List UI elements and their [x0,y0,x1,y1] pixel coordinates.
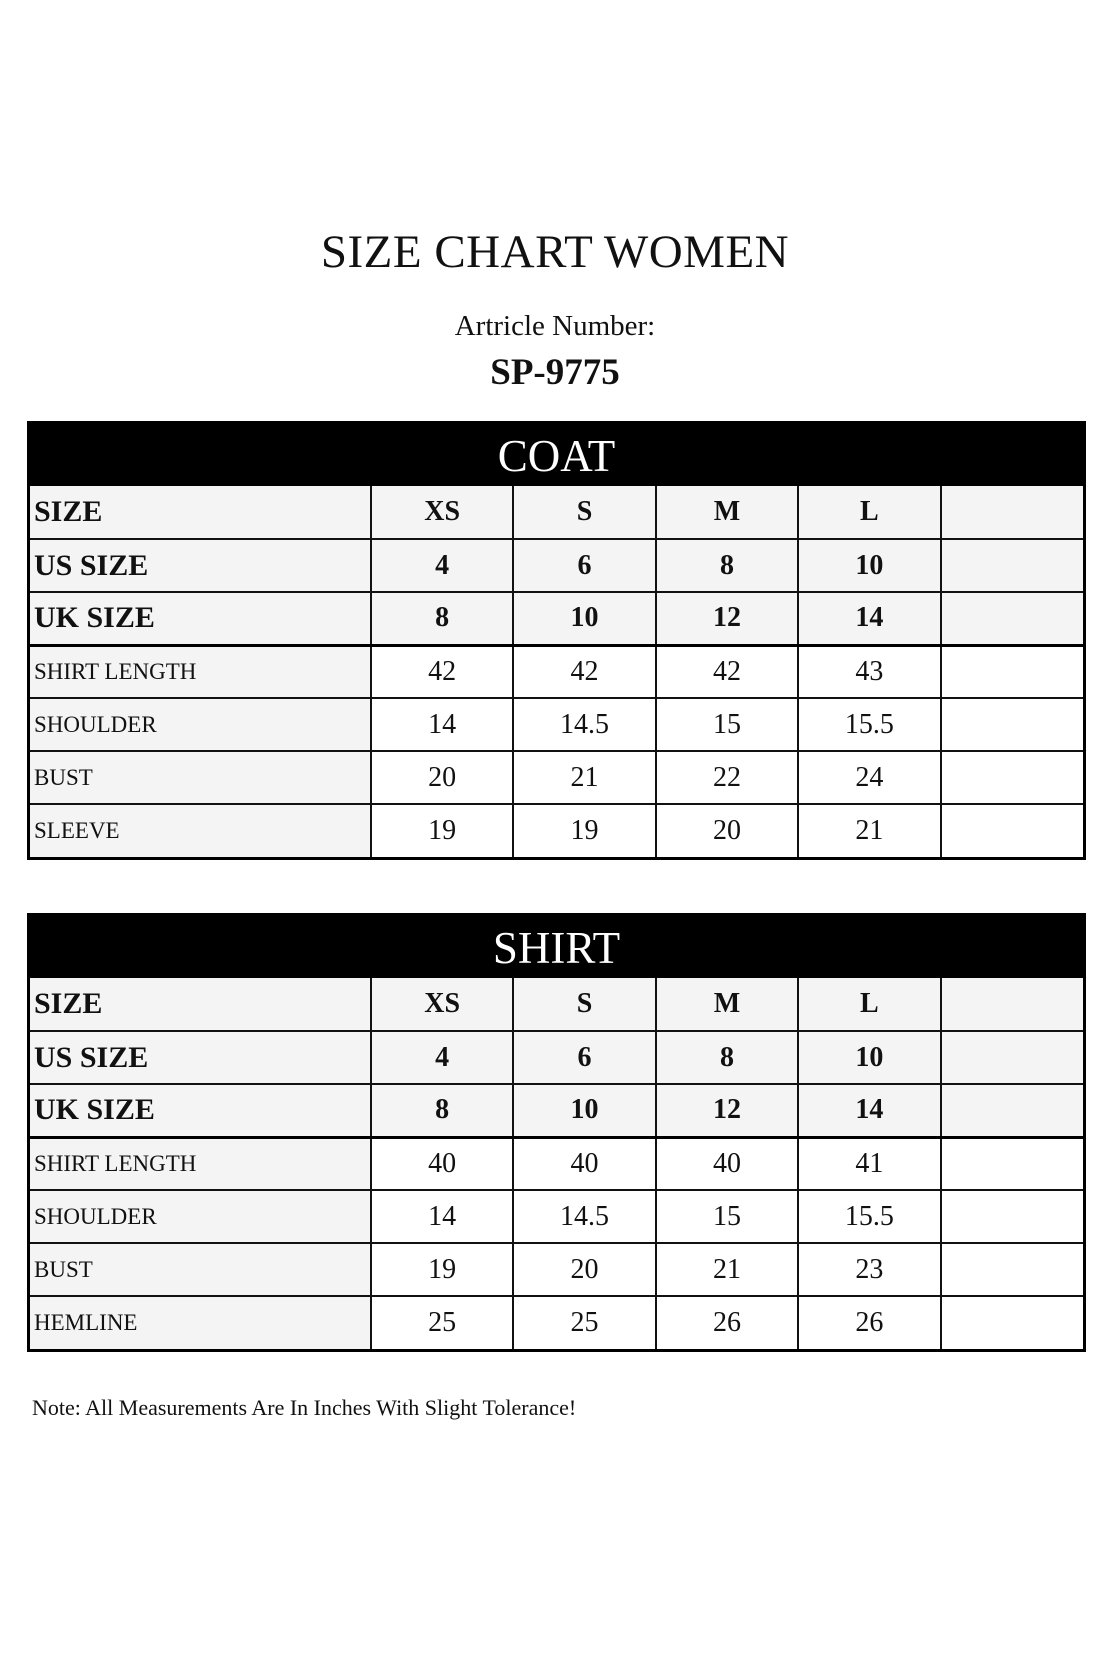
row-label: BUST [30,1243,371,1296]
row-label: HEMLINE [30,1296,371,1349]
table-cell: 40 [656,1137,798,1190]
table-cell: 14 [371,698,513,751]
table-cell: XS [371,486,513,539]
table-cell: 22 [656,751,798,804]
table-cell [941,592,1083,645]
row-label: US SIZE [30,539,371,592]
shirt-section-header: SHIRT [30,916,1083,978]
page-title: SIZE CHART WOMEN [320,226,790,278]
table-cell: 26 [798,1296,940,1349]
table-cell: 6 [513,1031,655,1084]
table-cell: 41 [798,1137,940,1190]
table-cell: 25 [513,1296,655,1349]
table-cell: 20 [513,1243,655,1296]
row-label: UK SIZE [30,592,371,645]
table-cell [941,1190,1083,1243]
table-cell: 12 [656,592,798,645]
table-cell: 4 [371,1031,513,1084]
coat-size-table [27,421,1086,860]
coat-section-header: COAT [30,424,1083,486]
table-cell [941,1243,1083,1296]
table-cell: 8 [371,1084,513,1137]
table-cell [941,1031,1083,1084]
table-cell: 8 [656,539,798,592]
table-cell [941,1137,1083,1190]
shirt-size-table [27,913,1086,1352]
measurement-row [30,645,1083,698]
table-cell: 14 [798,592,940,645]
table-cell [941,486,1083,539]
article-number-label: Artricle Number: [454,310,656,342]
size-row [30,486,1083,539]
table-cell: 15 [656,1190,798,1243]
table-cell: 10 [798,539,940,592]
measurement-row [30,1243,1083,1296]
table-cell: 19 [371,804,513,857]
table-cell: 21 [513,751,655,804]
row-label: SHOULDER [30,698,371,751]
table-cell: M [656,486,798,539]
article-number: SP-9775 [490,352,620,393]
table-cell: 4 [371,539,513,592]
table-cell: 40 [371,1137,513,1190]
table-cell: M [656,978,798,1031]
table-cell: 43 [798,645,940,698]
table-cell: S [513,978,655,1031]
table-cell: 40 [513,1137,655,1190]
row-label: US SIZE [30,1031,371,1084]
measurement-row [30,1296,1083,1349]
table-cell: 20 [656,804,798,857]
row-label: SLEEVE [30,804,371,857]
table-cell [941,645,1083,698]
table-cell: 21 [798,804,940,857]
table-cell: 15 [656,698,798,751]
table-cell: 26 [656,1296,798,1349]
table-cell: 10 [513,592,655,645]
table-cell: 42 [513,645,655,698]
measurement-row [30,804,1083,857]
measurement-row [30,698,1083,751]
row-label: SHIRT LENGTH [30,1137,371,1190]
table-cell: 19 [513,804,655,857]
table-cell: 21 [656,1243,798,1296]
row-label: SHOULDER [30,1190,371,1243]
table-cell: 20 [371,751,513,804]
table-cell: XS [371,978,513,1031]
table-cell: S [513,486,655,539]
row-label: UK SIZE [30,1084,371,1137]
table-cell: 14.5 [513,1190,655,1243]
size-row [30,1031,1083,1084]
table-cell: 23 [798,1243,940,1296]
table-cell [941,804,1083,857]
table-cell: 10 [798,1031,940,1084]
size-table [30,978,1083,1349]
table-cell: 8 [656,1031,798,1084]
size-table [30,486,1083,857]
size-row [30,1084,1083,1137]
table-cell [941,751,1083,804]
table-cell: 42 [371,645,513,698]
table-cell [941,539,1083,592]
measurement-row [30,1137,1083,1190]
table-cell: 6 [513,539,655,592]
table-cell: 42 [656,645,798,698]
table-cell: L [798,978,940,1031]
row-label: SHIRT LENGTH [30,645,371,698]
table-cell [941,1296,1083,1349]
measurement-row [30,1190,1083,1243]
size-row [30,978,1083,1031]
size-row [30,592,1083,645]
row-label: SIZE [30,978,371,1031]
size-row [30,539,1083,592]
table-cell: 24 [798,751,940,804]
table-cell: 12 [656,1084,798,1137]
measurement-row [30,751,1083,804]
table-cell: 25 [371,1296,513,1349]
table-cell: 19 [371,1243,513,1296]
table-cell: 14 [798,1084,940,1137]
table-cell: 14.5 [513,698,655,751]
table-cell [941,698,1083,751]
table-cell: 14 [371,1190,513,1243]
row-label: BUST [30,751,371,804]
table-cell: L [798,486,940,539]
table-cell: 15.5 [798,1190,940,1243]
table-cell: 15.5 [798,698,940,751]
table-cell [941,1084,1083,1137]
measurement-note: Note: All Measurements Are In Inches With Slight Tolerance! [32,1395,577,1420]
table-cell [941,978,1083,1031]
table-cell: 10 [513,1084,655,1137]
row-label: SIZE [30,486,371,539]
table-cell: 8 [371,592,513,645]
